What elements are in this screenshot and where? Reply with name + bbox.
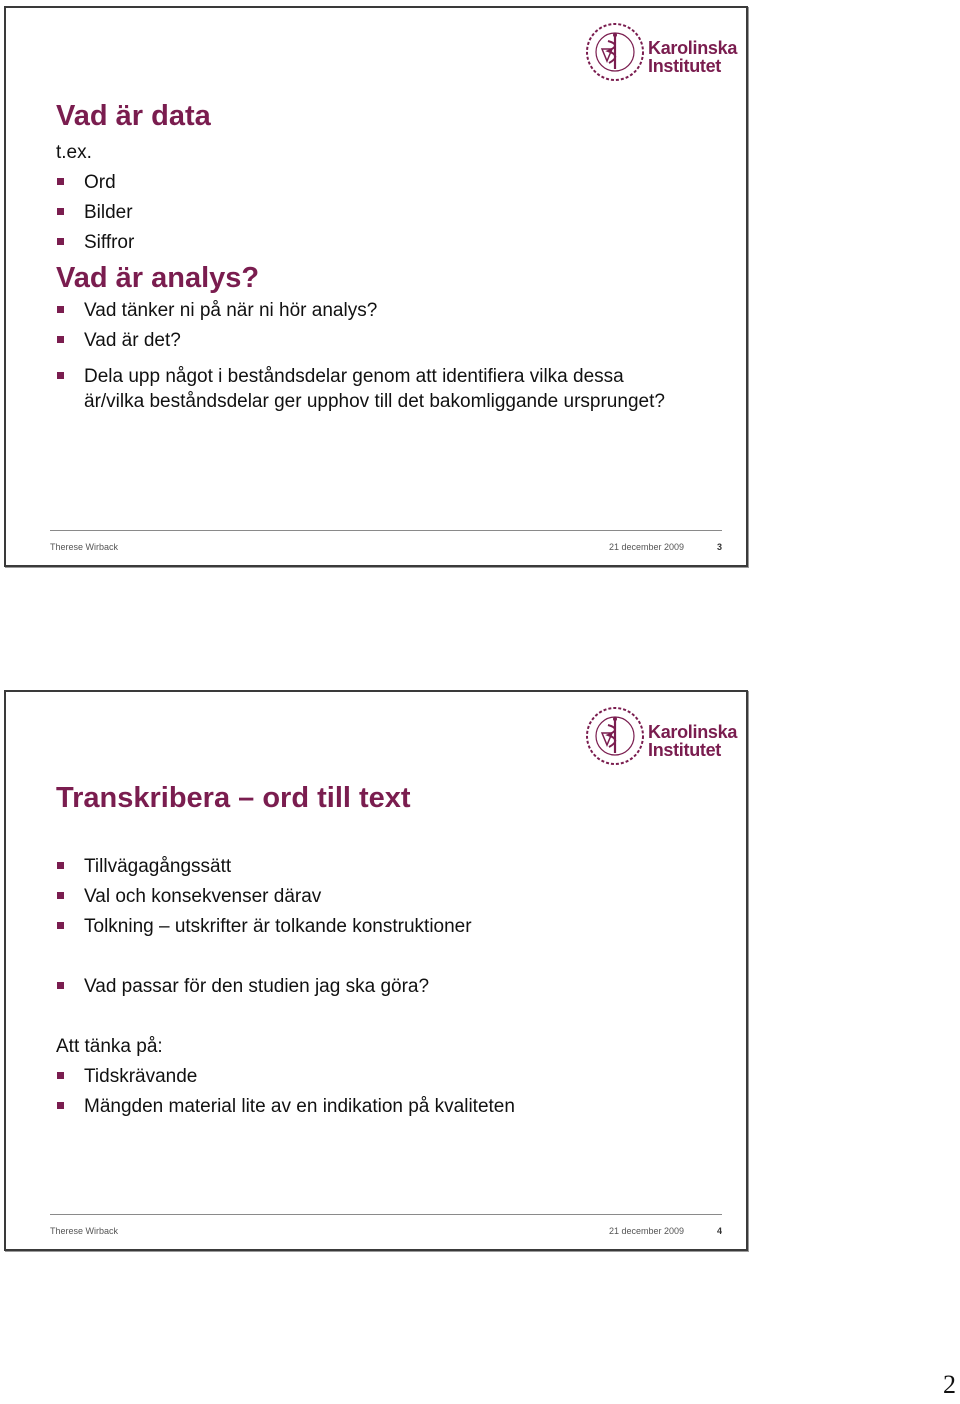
logo-word-1: Karolinska [648,38,738,58]
slide-3-title-data: Vad är data [56,100,211,132]
list-item: Vad passar för den studien jag ska göra? [56,972,726,1002]
slide-3 [4,6,748,567]
list-item: Vad är det? [56,326,726,356]
footer-date: 21 december 2009 [608,1226,684,1236]
list-item: Dela upp något i beståndsdelar genom att identifiera vilka dessa är/vilka beståndsdelar ger upphov till det bakomliggande ursprunget? [56,364,686,414]
slide-3-title-analys: Vad är analys? [56,262,260,294]
karolinska-seal-icon [584,21,646,83]
slide-3-list-1 [56,168,726,258]
footer-author: Therese Wirback [50,542,119,552]
footer-divider [50,530,722,531]
footer-divider [50,1214,722,1215]
list-item: Val och konsekvenser därav [56,882,726,912]
footer-author: Therese Wirback [50,1226,119,1236]
logo-word-2: Institutet [648,740,721,760]
slide-4-footer [50,1225,722,1237]
slide-3-content [56,98,726,414]
slide-4-subheading: Att tänka på: [56,1036,163,1057]
footer-slide-number: 3 [716,542,722,552]
karolinska-logo [584,21,738,83]
list-item: Tidskrävande [56,1062,726,1092]
karolinska-seal-icon [584,705,646,767]
list-item: Bilder [56,198,726,228]
list-item: Siffror [56,228,726,258]
footer-date: 21 december 2009 [608,542,684,552]
slide-4 [4,690,748,1251]
slide-4-content [56,780,726,1122]
slide-3-list-3 [56,364,686,414]
slide-4-list-1 [56,852,726,942]
karolinska-logo [584,705,738,767]
footer-slide-number: 4 [716,1226,722,1236]
list-item: Tillvägagångssätt [56,852,726,882]
list-item: Mängden material lite av en indikation på kvaliteten [56,1092,726,1122]
slide-4-list-3 [56,1062,726,1122]
logo-word-1: Karolinska [648,722,738,742]
slide-3-footer [50,541,722,553]
list-item: Vad tänker ni på när ni hör analys? [56,296,726,326]
slide-3-intro: t.ex. [56,142,92,163]
slide-3-list-2 [56,296,726,356]
list-item: Tolkning – utskrifter är tolkande konstruktioner [56,912,726,942]
logo-word-2: Institutet [648,56,721,76]
page-number: 2 [943,1370,956,1399]
list-item: Ord [56,168,726,198]
slide-4-list-2 [56,972,726,1002]
slide-4-title: Transkribera – ord till text [56,782,411,814]
